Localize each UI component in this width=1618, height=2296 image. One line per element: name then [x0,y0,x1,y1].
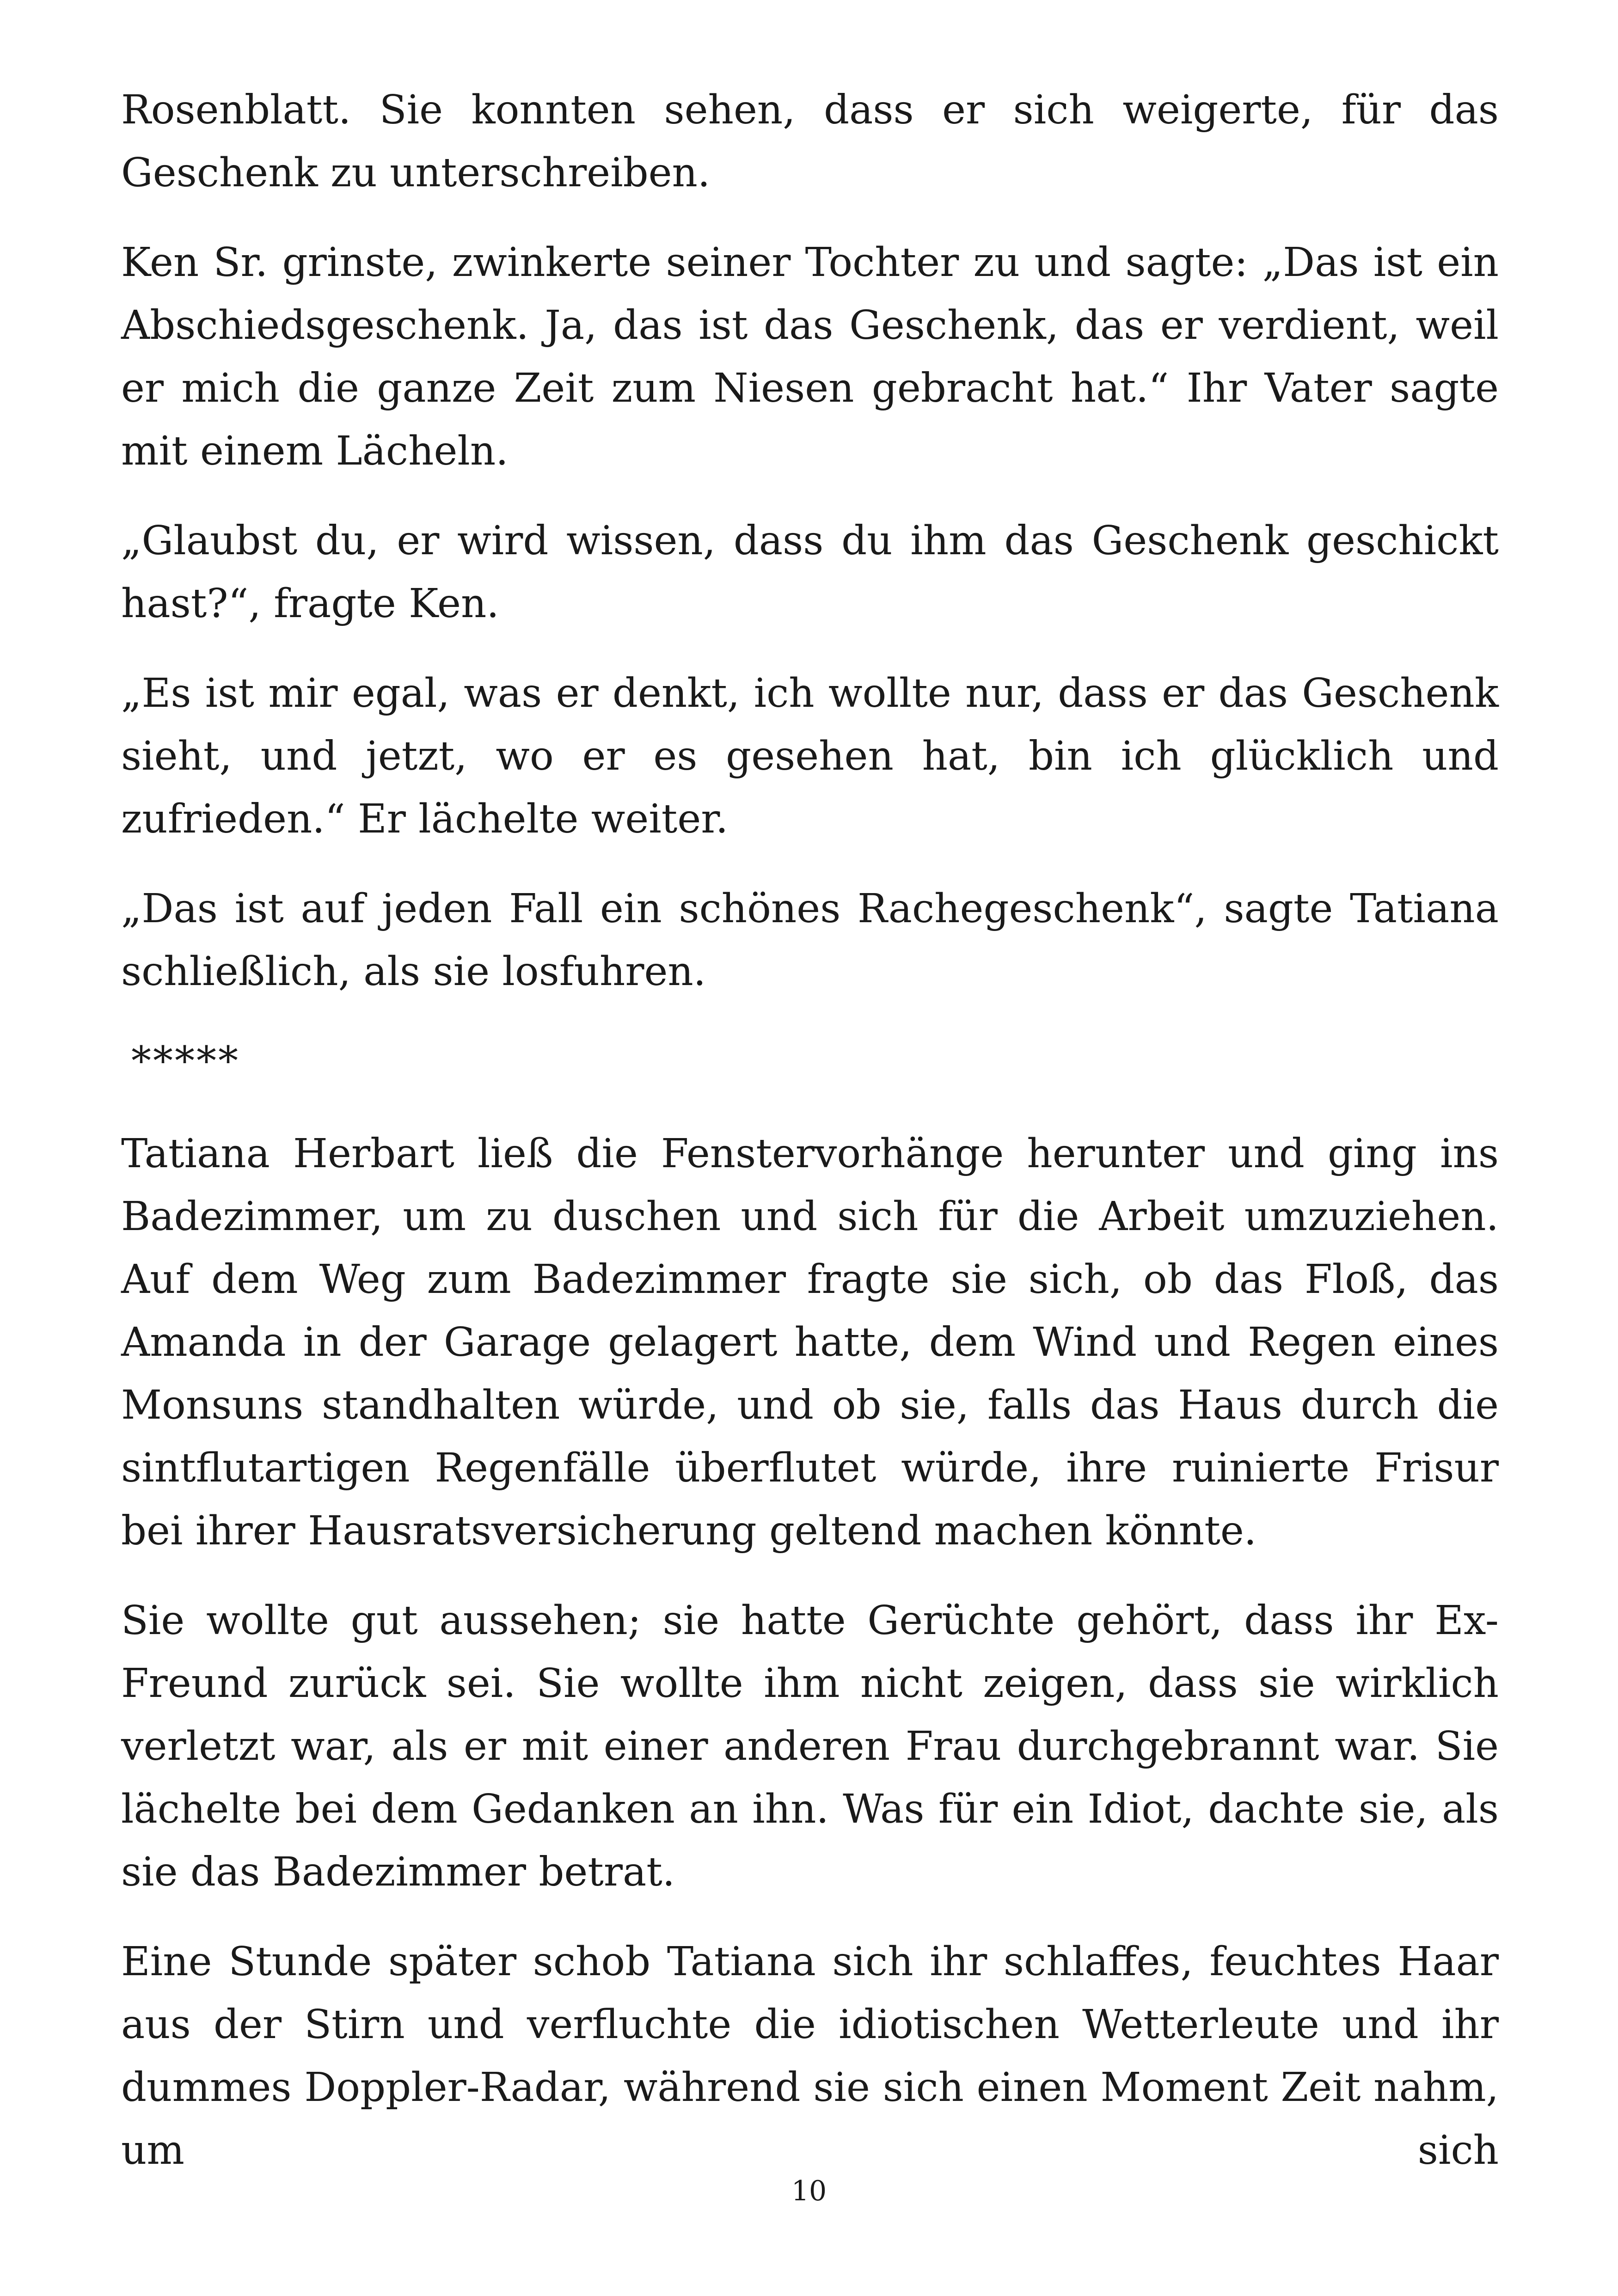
paragraph: „Es ist mir egal, was er denkt, ich wollte nur, dass er das Geschenk sieht, und jetzt, wo er es gesehen hat, bin ich glücklich und zufrieden.“ Er lächelte weiter. [121,670,1499,842]
page-number: 10 [791,2175,827,2207]
paragraph: Tatiana Herbart ließ die Fenstervorhänge herunter und ging ins Badezimmer, um zu duschen und sich für die Arbeit umzuziehen. Auf dem Weg zum Badezimmer fragte sie sich, ob das Floß, das Amanda in der Garage gelagert hatte, dem Wind und Regen eines Monsuns standhalten würde, und ob sie, falls das Haus durch die sintflutartigen Regenfälle überflutet würde, ihre ruinierte Frisur bei ihrer Hausratsversicherung geltend machen könnte. [121,1131,1499,1554]
page-content [121,79,1499,2209]
paragraph: Rosenblatt. Sie konnten sehen, dass er sich weigerte, für das Geschenk zu unterschreiben. [121,87,1499,196]
scene-separator: ***** [131,1038,240,1084]
paragraph: „Das ist auf jeden Fall ein schönes Rachegeschenk“, sagte Tatiana schließlich, als sie losfuhren. [121,886,1499,995]
paragraph: „Glaubst du, er wird wissen, dass du ihm das Geschenk geschickt hast?“, fragte Ken. [121,518,1499,627]
paragraph: Sie wollte gut aussehen; sie hatte Gerüchte gehört, dass ihr Ex-Freund zurück sei. Sie wollte ihm nicht zeigen, dass sie wirklich verletzt war, als er mit einer anderen Frau durchgebrannt war. Sie lächelte bei dem Gedanken an ihn. Was für ein Idiot, dachte sie, als sie das Badezimmer betrat. [121,1598,1499,1895]
paragraph: Eine Stunde später schob Tatiana sich ihr schlaffes, feuchtes Haar aus der Stirn und verfluchte die idiotischen Wetterleute und ihr dummes Doppler-Radar, während sie sich einen Moment Zeit nahm, um sich [121,1939,1499,2174]
paragraph: Ken Sr. grinste, zwinkerte seiner Tochter zu und sagte: „Das ist ein Abschiedsgeschenk. Ja, das ist das Geschenk, das er verdient, weil er mich die ganze Zeit zum Niesen gebracht hat.“ Ihr Vater sagte mit einem Lächeln. [121,239,1499,474]
